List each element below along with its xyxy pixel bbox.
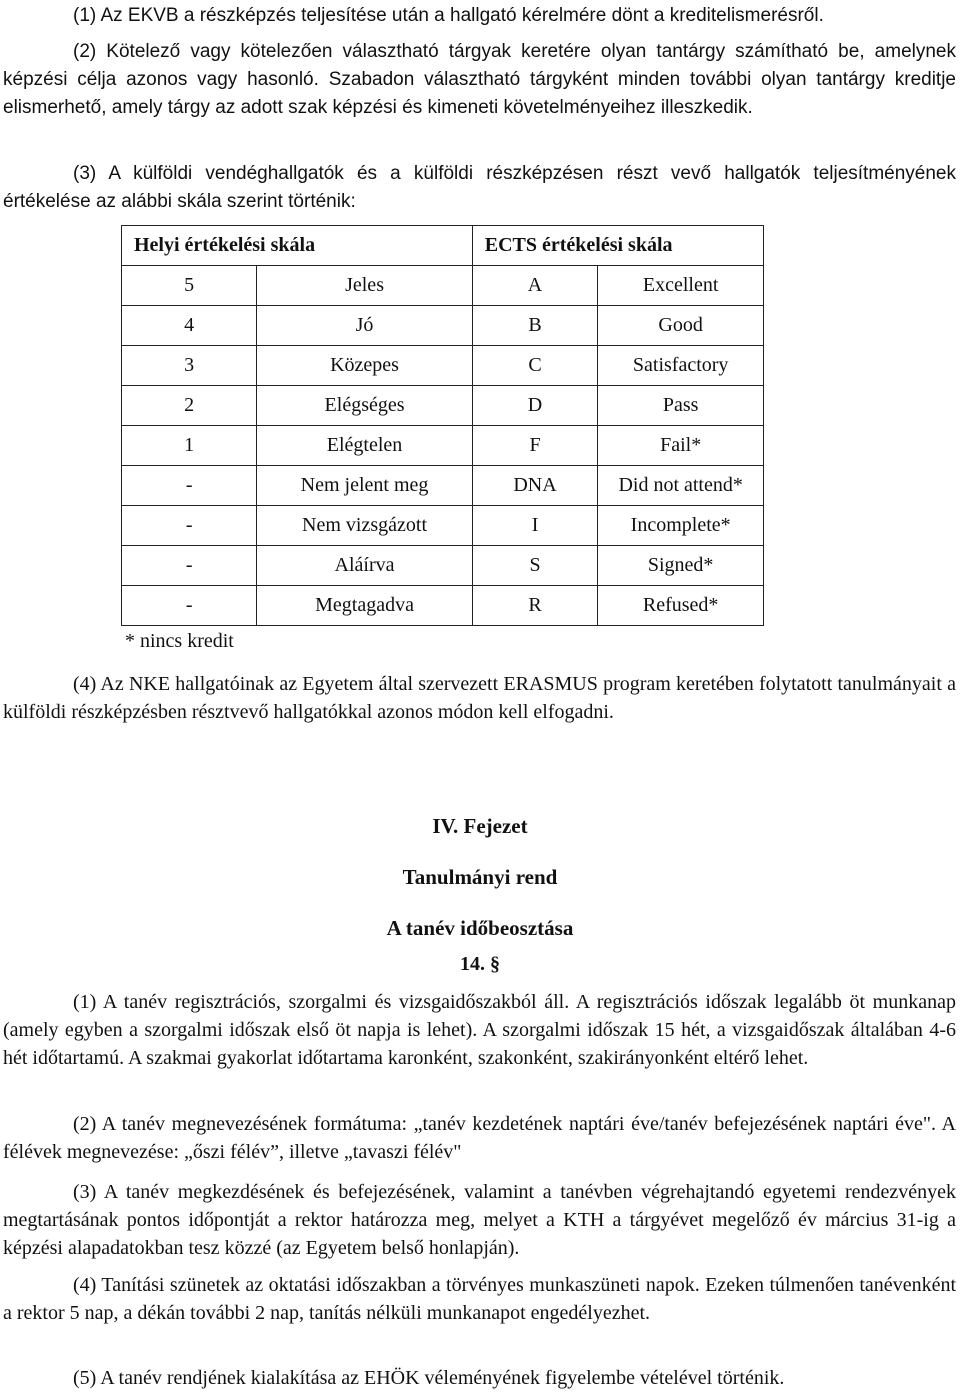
table-cell: Közepes [257, 346, 472, 386]
table-cell: Aláírva [257, 546, 472, 586]
table-cell: S [472, 546, 598, 586]
section-paragraph-3: (3) A tanév megkezdésének és befejezésének, valamint a tanévben végrehajtandó egyetemi rendezvények megtartásának pontos időpontját a rektor határozza meg, melyet a KTH a tárgyévet megelőző év március 31-ig a képzési alapadatokban tesz közzé (az Egyetem belső honlapján). [3, 1181, 956, 1259]
table-row [122, 386, 764, 426]
chapter-number: IV. Fejezet [432, 814, 528, 838]
table-cell: Good [598, 306, 764, 346]
table-cell: Refused* [598, 586, 764, 626]
table-cell: 3 [122, 346, 257, 386]
table-cell: DNA [472, 466, 598, 506]
table-cell: Pass [598, 386, 764, 426]
chapter-title: Tanulmányi rend [402, 865, 558, 889]
section-number: 14. § [460, 953, 500, 975]
table-cell: - [122, 506, 257, 546]
table-cell: - [122, 466, 257, 506]
table-row [122, 426, 764, 466]
table-cell: - [122, 586, 257, 626]
chapter-subtitle: A tanév időbeosztása [386, 916, 574, 940]
table-row [122, 346, 764, 386]
table-cell: A [472, 266, 598, 306]
table-cell: D [472, 386, 598, 426]
table-cell: B [472, 306, 598, 346]
table-cell: Megtagadva [257, 586, 472, 626]
table-cell: 4 [122, 306, 257, 346]
section-paragraph-4: (4) Tanítási szünetek az oktatási időszakban a törvényes munkaszüneti napok. Ezeken túlmenően tanévenként a rektor 5 nap, a dékán további 2 nap, tanítás nélküli munkanapot engedélyezhet. [3, 1274, 956, 1324]
paragraph-4: (4) Az NKE hallgatóinak az Egyetem által szervezett ERASMUS program keretében folytatott tanulmányait a külföldi részképzésben résztvevő hallgatókkal azonos módon kell elfogadni. [3, 673, 956, 723]
section-paragraph-5: (5) A tanév rendjének kialakítása az EHÖK véleményének figyelembe vételével történik. [73, 1367, 785, 1389]
table-cell: 2 [122, 386, 257, 426]
table-row [122, 306, 764, 346]
table-cell: C [472, 346, 598, 386]
table-row [122, 266, 764, 306]
paragraph-1: (1) Az EKVB a részképzés teljesítése után a hallgató kérelmére dönt a kreditelismerésről. [73, 5, 824, 26]
ects-scale-header: ECTS értékelési skála [472, 226, 763, 266]
table-cell: Nem jelent meg [257, 466, 472, 506]
table-cell: F [472, 426, 598, 466]
table-cell: Incomplete* [598, 506, 764, 546]
table-cell: R [472, 586, 598, 626]
table-cell: 1 [122, 426, 257, 466]
table-cell: Satisfactory [598, 346, 764, 386]
table-row [122, 546, 764, 586]
section-paragraph-1: (1) A tanév regisztrációs, szorgalmi és vizsgaidőszakból áll. A regisztrációs időszak legalább öt munkanap (amely egyben a szorgalmi időszak első öt napja is lehet). A szorgalmi időszak 15 hét, a vizsgaidőszak általában 4-6 hét időtartamú. A szakmai gyakorlat időtartama karonként, szakonként, szakirányonként eltérő lehet. [3, 991, 956, 1069]
table-cell: Signed* [598, 546, 764, 586]
table-cell: Nem vizsgázott [257, 506, 472, 546]
section-paragraph-2: (2) A tanév megnevezésének formátuma: „tanév kezdetének naptári éve/tanév befejezésének naptári éve". A félévek megnevezése: „őszi félév”, illetve „tavaszi félév" [3, 1113, 956, 1163]
table-footnote: * nincs kredit [125, 630, 234, 652]
paragraph-3: (3) A külföldi vendéghallgatók és a külföldi részképzésen részt vevő hallgatók teljesítményének értékelése az alábbi skála szerint történik: [3, 163, 956, 212]
table-cell: Elégséges [257, 386, 472, 426]
table-cell: Jeles [257, 266, 472, 306]
table-cell: - [122, 546, 257, 586]
table-row [122, 466, 764, 506]
paragraph-2: (2) Kötelező vagy kötelezően választható tárgyak keretére olyan tantárgy számítható be, amelynek képzési célja azonos vagy hasonló. Szabadon választható tárgyként minden további olyan tantárgy kreditje elismerhető, amely tárgy az adott szak képzési és kimeneti követelményeihez illeszkedik. [3, 41, 956, 118]
table-row [122, 586, 764, 626]
table-header-row [122, 226, 764, 266]
table-cell: Fail* [598, 426, 764, 466]
table-cell: I [472, 506, 598, 546]
table-row [122, 506, 764, 546]
table-cell: 5 [122, 266, 257, 306]
grading-scale-table [121, 225, 764, 626]
table-cell: Elégtelen [257, 426, 472, 466]
table-cell: Did not attend* [598, 466, 764, 506]
local-scale-header: Helyi értékelési skála [122, 226, 473, 266]
table-cell: Excellent [598, 266, 764, 306]
table-cell: Jó [257, 306, 472, 346]
